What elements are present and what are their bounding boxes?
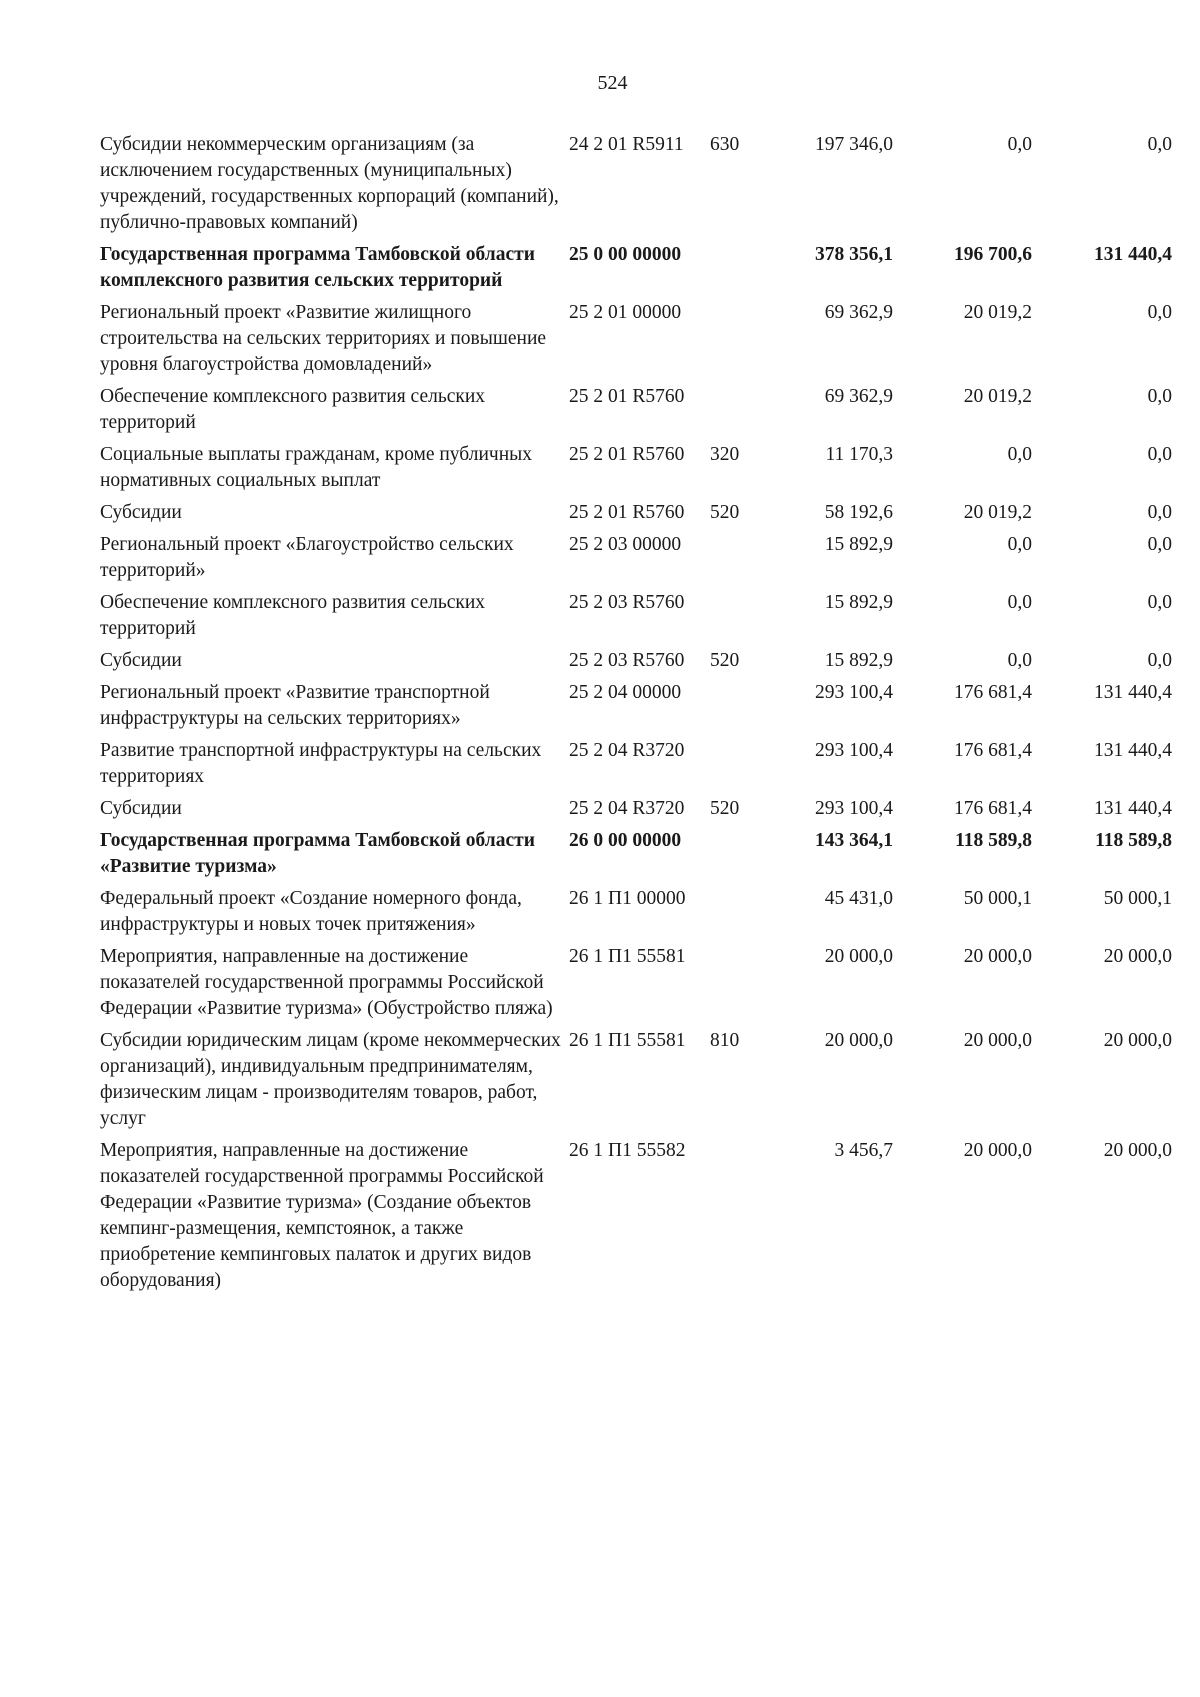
row-name: Региональный проект «Развитие жилищного строительства на сельских территориях и повышение уровня благоустройства домовладений» (100, 302, 547, 375)
row-name: Обеспечение комплексного развития сельских территорий (100, 386, 486, 433)
row-name: Федеральный проект «Создание номерного фонда, инфраструктуры и новых точек притяжения» (100, 888, 522, 935)
row-name: Мероприятия, направленные на достижение показателей государственной программы Российской Федерации «Развитие туризма» (Обустройство пляжа) (100, 946, 553, 1019)
row-value-1: 20 000,0 (824, 1030, 893, 1051)
row-value-3: 118 589,8 (1095, 830, 1172, 851)
row-value-1: 293 100,4 (815, 740, 893, 761)
table-row (100, 384, 1172, 436)
row-expense-type: 520 (710, 798, 740, 819)
row-name: Государственная программа Тамбовской области «Развитие туризма» (100, 830, 535, 877)
row-value-2: 20 019,2 (963, 502, 1032, 523)
table-row (100, 886, 1172, 938)
row-value-2: 20 000,0 (963, 1140, 1032, 1161)
row-value-1: 69 362,9 (824, 386, 893, 407)
table-row (100, 648, 1172, 674)
row-value-2: 176 681,4 (954, 798, 1032, 819)
row-code: 24 2 01 R5911 (569, 134, 684, 155)
row-value-2: 0,0 (1007, 650, 1032, 671)
row-code: 25 2 04 R3720 (569, 798, 685, 819)
row-value-3: 20 000,0 (1103, 1140, 1172, 1161)
row-expense-type: 520 (710, 502, 740, 523)
row-value-3: 20 000,0 (1103, 946, 1172, 967)
row-name: Субсидии (100, 650, 182, 671)
row-value-1: 58 192,6 (824, 502, 893, 523)
row-name: Региональный проект «Развитие транспортной инфраструктуры на сельских территориях» (100, 682, 490, 729)
table-row (100, 680, 1172, 732)
row-value-1: 3 456,7 (834, 1140, 893, 1161)
row-value-3: 0,0 (1147, 386, 1172, 407)
row-code: 25 2 01 R5760 (569, 444, 685, 465)
row-code: 26 1 П1 00000 (569, 888, 686, 909)
row-name: Мероприятия, направленные на достижение показателей государственной программы Российской Федерации «Развитие туризма» (Создание объектов кемпинг-размещения, кемпстоянок, а также приобретение кемпинговых палаток и других видов оборудования) (100, 1140, 544, 1291)
row-value-1: 293 100,4 (815, 682, 893, 703)
row-value-2: 176 681,4 (954, 740, 1032, 761)
row-value-3: 0,0 (1147, 444, 1172, 465)
table-row (100, 300, 1172, 378)
table-row (100, 944, 1172, 1022)
row-name: Субсидии юридическим лицам (кроме некоммерческих организаций), индивидуальным предпринимателям, физическим лицам - производителям товаров, работ, услуг (100, 1030, 561, 1129)
row-value-1: 11 170,3 (825, 444, 893, 465)
row-value-3: 0,0 (1147, 302, 1172, 323)
row-code: 26 0 00 00000 (569, 830, 682, 851)
row-value-3: 131 440,4 (1094, 740, 1172, 761)
row-value-1: 15 892,9 (824, 592, 893, 613)
row-code: 26 1 П1 55582 (569, 1140, 686, 1161)
row-value-2: 20 000,0 (963, 946, 1032, 967)
row-name: Государственная программа Тамбовской области комплексного развития сельских территорий (100, 244, 535, 291)
row-code: 26 1 П1 55581 (569, 946, 686, 967)
row-expense-type: 630 (710, 134, 740, 155)
table-row (100, 242, 1172, 294)
row-name: Субсидии (100, 798, 182, 819)
row-name: Субсидии некоммерческим организациям (за исключением государственных (муниципальных) учреждений, государственных корпораций (компаний), публично-правовых компаний) (100, 134, 559, 233)
table-row (100, 442, 1172, 494)
row-name: Развитие транспортной инфраструктуры на сельских территориях (100, 740, 542, 787)
row-value-3: 0,0 (1147, 534, 1172, 555)
row-value-2: 0,0 (1007, 134, 1032, 155)
row-value-1: 15 892,9 (824, 534, 893, 555)
row-expense-type: 810 (710, 1030, 740, 1051)
row-value-3: 0,0 (1147, 592, 1172, 613)
row-value-1: 69 362,9 (824, 302, 893, 323)
row-value-2: 50 000,1 (963, 888, 1032, 909)
row-code: 25 2 04 R3720 (569, 740, 685, 761)
row-value-1: 15 892,9 (824, 650, 893, 671)
row-value-2: 20 000,0 (963, 1030, 1032, 1051)
row-value-1: 143 364,1 (815, 830, 893, 851)
row-value-1: 378 356,1 (815, 244, 893, 265)
row-value-3: 50 000,1 (1103, 888, 1172, 909)
page-number: 524 (597, 72, 628, 94)
table-row (100, 828, 1172, 880)
row-value-2: 118 589,8 (955, 830, 1032, 851)
row-value-3: 0,0 (1147, 650, 1172, 671)
row-expense-type: 520 (710, 650, 740, 671)
table-row (100, 500, 1172, 526)
row-value-2: 0,0 (1007, 444, 1032, 465)
row-code: 25 0 00 00000 (569, 244, 682, 265)
row-value-1: 45 431,0 (824, 888, 893, 909)
row-value-3: 131 440,4 (1094, 682, 1172, 703)
row-value-3: 131 440,4 (1094, 244, 1172, 265)
row-value-3: 131 440,4 (1094, 798, 1172, 819)
row-name: Региональный проект «Благоустройство сельских территорий» (100, 534, 514, 581)
row-code: 25 2 03 00000 (569, 534, 682, 555)
row-value-2: 176 681,4 (954, 682, 1032, 703)
table-row (100, 132, 1172, 236)
row-value-1: 20 000,0 (824, 946, 893, 967)
table-row (100, 590, 1172, 642)
table-row (100, 1028, 1172, 1132)
row-code: 25 2 01 00000 (569, 302, 682, 323)
row-value-1: 293 100,4 (815, 798, 893, 819)
row-value-2: 0,0 (1007, 592, 1032, 613)
budget-table (100, 132, 1172, 1300)
row-value-3: 20 000,0 (1103, 1030, 1172, 1051)
row-value-1: 197 346,0 (815, 134, 893, 155)
row-value-3: 0,0 (1147, 502, 1172, 523)
row-value-3: 0,0 (1147, 134, 1172, 155)
table-row (100, 1138, 1172, 1294)
row-value-2: 20 019,2 (963, 386, 1032, 407)
row-code: 25 2 04 00000 (569, 682, 682, 703)
row-code: 26 1 П1 55581 (569, 1030, 686, 1051)
row-code: 25 2 01 R5760 (569, 502, 685, 523)
table-row (100, 796, 1172, 822)
row-name: Субсидии (100, 502, 182, 523)
row-name: Социальные выплаты гражданам, кроме публичных нормативных социальных выплат (100, 444, 532, 491)
row-value-2: 20 019,2 (963, 302, 1032, 323)
row-code: 25 2 01 R5760 (569, 386, 685, 407)
row-expense-type: 320 (710, 444, 740, 465)
table-row (100, 532, 1172, 584)
row-code: 25 2 03 R5760 (569, 650, 685, 671)
row-code: 25 2 03 R5760 (569, 592, 685, 613)
row-name: Обеспечение комплексного развития сельских территорий (100, 592, 486, 639)
row-value-2: 0,0 (1007, 534, 1032, 555)
row-value-2: 196 700,6 (954, 244, 1032, 265)
table-row (100, 738, 1172, 790)
